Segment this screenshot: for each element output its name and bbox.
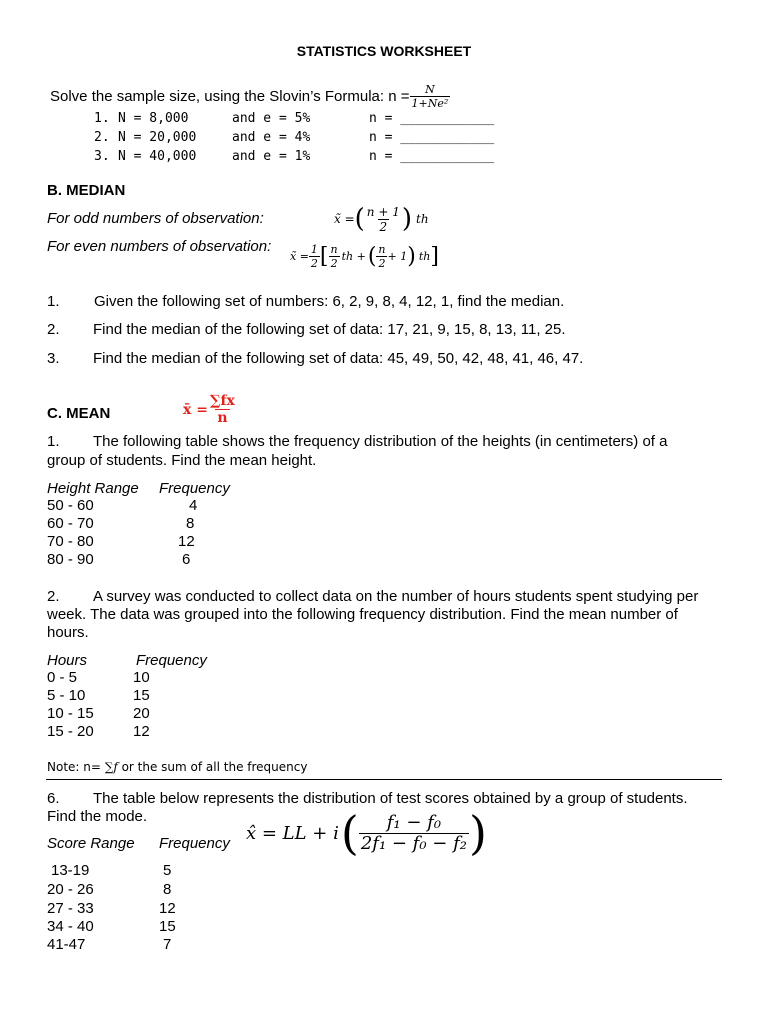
- note-suffix: or the sum of all the frequency: [117, 760, 308, 774]
- even-formula-half: [309, 244, 320, 269]
- even-b-plus: + 1: [387, 250, 408, 263]
- table-cell: 8: [186, 515, 195, 532]
- mean-p1-num: 1.: [47, 433, 60, 450]
- slovin-row-num: 2.: [94, 130, 110, 145]
- slovin-row-n: n = ____________: [369, 111, 495, 126]
- median-odd-formula: x̃ = ( $\frac{n + 1}{2}$ ) th: [334, 204, 429, 234]
- mean-formula-den: n: [217, 410, 228, 426]
- even-formula-b: [376, 244, 387, 269]
- mode-line2: Find the mode.: [47, 808, 148, 825]
- table-cell: 27 - 33: [47, 900, 94, 917]
- page-title: STATISTICS WORKSHEET: [296, 43, 472, 59]
- table-cell: 6: [182, 551, 191, 568]
- note-symbol: ∑f: [104, 760, 118, 774]
- even-formula-lhs: x̃ =: [290, 250, 309, 263]
- table-cell: 10 - 15: [47, 705, 94, 722]
- even-b-den: 2: [378, 257, 386, 270]
- table-cell: 70 - 80: [47, 533, 94, 550]
- mean-formula-lhs: x̄ =: [183, 401, 208, 418]
- even-b-th: th: [418, 250, 431, 263]
- table-cell: 50 - 60: [47, 497, 94, 514]
- mode-formula-lhs: x̂ = LL + i: [246, 822, 339, 844]
- slovin-formula-den: 1+Ne²: [411, 97, 449, 110]
- slovin-row-e: and e = 5%: [232, 111, 311, 126]
- slovin-formula-num: N: [425, 83, 435, 96]
- table-cell: 5: [163, 862, 172, 879]
- table-cell: 15 - 20: [47, 723, 94, 740]
- odd-formula-rhs: th: [416, 212, 429, 226]
- table-cell: 12: [133, 723, 150, 740]
- slovin-intro: [50, 84, 450, 109]
- median-problem-text: Given the following set of numbers: 6, 2, 9, 8, 4, 12, 1, find the median.: [94, 293, 565, 310]
- median-problem-num: 3.: [47, 350, 60, 367]
- slovin-row-N: N = 8,000: [118, 111, 189, 126]
- odd-formula-num: n + 1: [366, 204, 400, 219]
- section-divider: [46, 779, 722, 780]
- table-cell: 5 - 10: [47, 687, 86, 704]
- table-cell: 13-19: [51, 862, 90, 879]
- median-problem-text: Find the median of the following set of data: 45, 49, 50, 42, 48, 41, 46, 47.: [93, 350, 584, 367]
- even-half-den: 2: [310, 257, 318, 270]
- note-prefix: Note: n=: [47, 760, 105, 774]
- even-a-th: th +: [341, 250, 366, 263]
- slovin-row-N: N = 40,000: [118, 149, 197, 164]
- table-cell: 60 - 70: [47, 515, 94, 532]
- even-a-den: 2: [330, 257, 338, 270]
- table-cell: 20 - 26: [47, 881, 94, 898]
- table-cell: 15: [133, 687, 150, 704]
- slovin-row-N: N = 20,000: [118, 130, 197, 145]
- mode-formula-den: 2f₁ − f₀ − f₂: [360, 832, 467, 854]
- slovin-formula: [410, 84, 451, 109]
- mean-note: [47, 760, 307, 774]
- table-cell: 15: [159, 918, 176, 935]
- median-even-formula: x̃ = $\frac{1}{2}$ [ $\frac{n}{2}$ th + ( $\frac{n}{2}$ + 1 ) th ]: [290, 243, 439, 270]
- odd-formula-lhs: x̃ =: [334, 212, 355, 226]
- slovin-row-n: n = ____________: [369, 130, 495, 145]
- slovin-row-num: 1.: [94, 111, 110, 126]
- mean-p1-line1: The following table shows the frequency distribution of the heights (in centimeters) of a: [93, 433, 668, 450]
- mean-p2-line3: hours.: [47, 624, 89, 641]
- table-header: Height Range: [47, 480, 139, 497]
- median-heading: B. MEDIAN: [47, 182, 126, 199]
- table-cell: 0 - 5: [47, 669, 78, 686]
- mean-p1-line2: group of students. Find the mean height.: [47, 452, 317, 469]
- table-header: Hours: [47, 652, 88, 669]
- slovin-row-n: n = ____________: [369, 149, 495, 164]
- median-odd-label: For odd numbers of observation:: [47, 210, 264, 227]
- table-cell: 80 - 90: [47, 551, 94, 568]
- slovin-row-e: and e = 1%: [232, 149, 311, 164]
- even-open-bracket: [: [319, 244, 329, 269]
- mode-formula: x̂ = LL + i ( $\frac{\text{f₁ − f₀}}{\text{2f₁ − f₀ − f₂}}$ ): [246, 806, 487, 860]
- mean-heading: C. MEAN: [47, 405, 111, 422]
- table-header: Frequency: [159, 480, 230, 497]
- mean-p2-line2: week. The data was grouped into the following frequency distribution. Find the mean number of: [47, 606, 678, 623]
- table-cell: 8: [163, 881, 172, 898]
- mode-formula-frac: [359, 811, 469, 854]
- table-cell: 12: [159, 900, 176, 917]
- mean-formula-num: ∑fx: [209, 393, 235, 409]
- mean-formula-frac: [208, 394, 237, 425]
- table-header: Frequency: [136, 652, 207, 669]
- even-a-num: n: [330, 243, 338, 256]
- median-even-label: For even numbers of observation:: [47, 238, 272, 255]
- table-cell: 41-47: [47, 936, 86, 953]
- mode-line1: The table below represents the distribution of test scores obtained by a group of students.: [93, 790, 688, 807]
- slovin-row-num: 3.: [94, 149, 110, 164]
- mean-p2-num: 2.: [47, 588, 60, 605]
- table-cell: 20: [133, 705, 150, 722]
- table-header: Frequency: [159, 835, 230, 852]
- even-b-num: n: [378, 243, 386, 256]
- even-half-num: 1: [310, 243, 318, 256]
- mean-formula: [183, 394, 237, 425]
- even-formula-a: [329, 244, 340, 269]
- odd-formula-frac: [365, 206, 402, 233]
- median-problem-num: 2.: [47, 321, 60, 338]
- mode-num: 6.: [47, 790, 60, 807]
- odd-formula-den: 2: [379, 219, 388, 234]
- mean-p2-line1: A survey was conducted to collect data on the number of hours students spent studying per: [93, 588, 699, 605]
- table-cell: 10: [133, 669, 150, 686]
- slovin-row-e: and e = 4%: [232, 130, 311, 145]
- median-problem-text: Find the median of the following set of data: 17, 21, 9, 15, 8, 13, 11, 25.: [93, 321, 566, 338]
- slovin-intro-text: Solve the sample size, using the Slovin’s Formula: n =: [50, 88, 410, 105]
- table-cell: 34 - 40: [47, 918, 94, 935]
- table-cell: 12: [178, 533, 195, 550]
- median-problem-num: 1.: [47, 293, 60, 310]
- table-cell: 4: [189, 497, 198, 514]
- even-close-bracket: ]: [430, 244, 439, 269]
- mode-formula-num: f₁ − f₀: [386, 811, 442, 833]
- table-header: Score Range: [47, 835, 135, 852]
- table-cell: 7: [163, 936, 172, 953]
